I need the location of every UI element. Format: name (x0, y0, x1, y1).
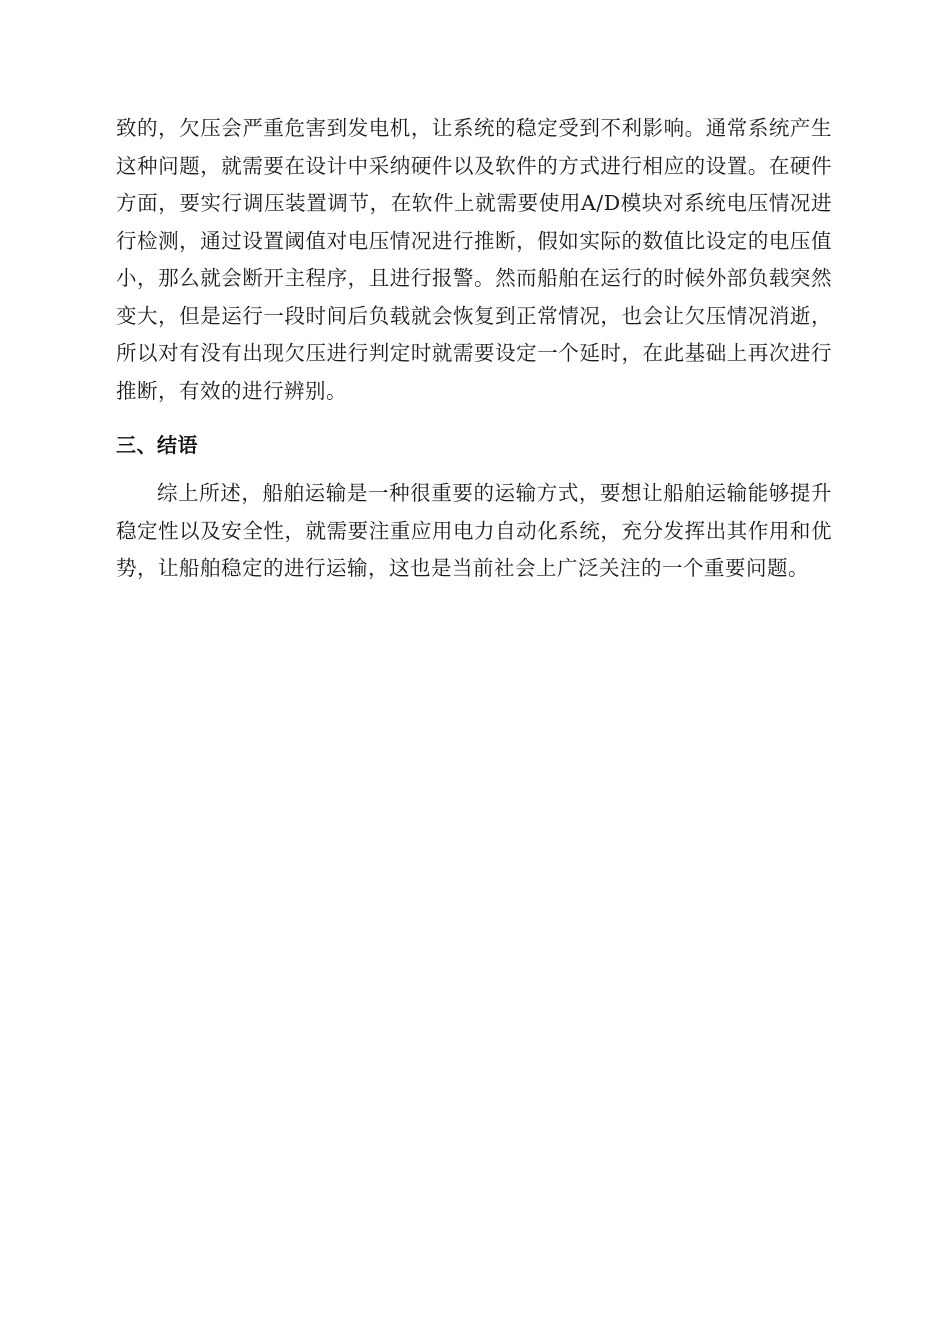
document-body (116, 110, 832, 588)
conclusion-paragraph: 综上所述，船舶运输是一种很重要的运输方式，要想让船舶运输能够提升稳定性以及安全性，就需要注重应用电力自动化系统，充分发挥出其作用和优势，让船舶稳定的进行运输，这也是当前社会上广泛关注的一个重要问题。 (116, 481, 832, 580)
continued-paragraph: 致的，欠压会严重危害到发电机，让系统的稳定受到不利影响。通常系统产生这种问题，就需要在设计中采纳硬件以及软件的方式进行相应的设置。在硬件方面，要实行调压装置调节，在软件上就需要使用A/D模块对系统电压情况进行检测，通过设置阈值对电压情况进行推断，假如实际的数值比设定的电压值小，那么就会断开主程序，且进行报警。然而船舶在运行的时候外部负载突然变大，但是运行一段时间后负载就会恢复到正常情况，也会让欠压情况消逝，所以对有没有出现欠压进行判定时就需要设定一个延时，在此基础上再次进行推断，有效的进行辨别。 (116, 116, 832, 403)
section-heading-conclusion: 三、结语 (116, 433, 198, 457)
